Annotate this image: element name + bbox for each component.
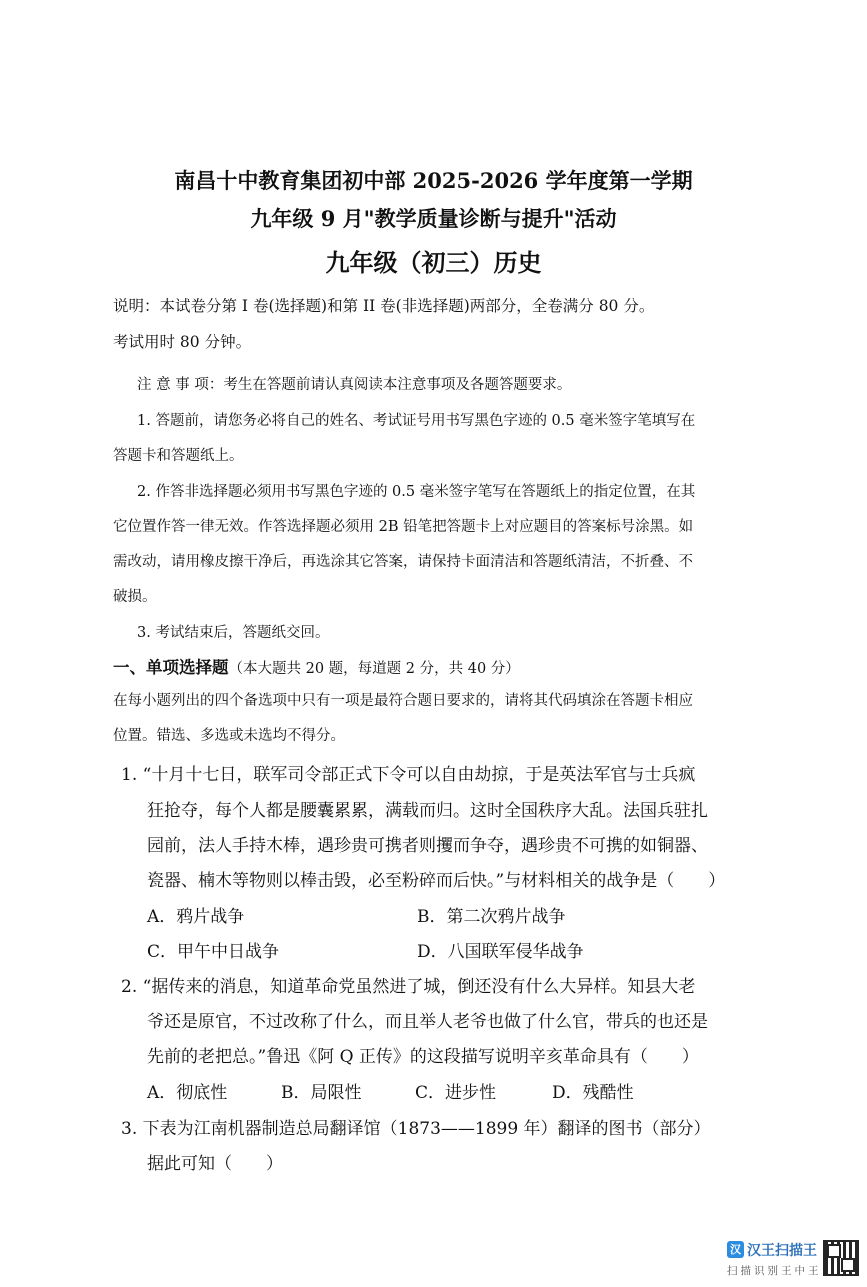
watermark-subtitle: 扫描识别王中王	[727, 1265, 822, 1277]
section-1-desc-line-1: 在每小题列出的四个备选项中只有一项是最符合题日要求的，请将其代码填涂在答题卡相应	[113, 693, 693, 709]
scanner-logo-icon: 汉	[727, 1241, 744, 1258]
watermark-title: 汉王扫描王	[747, 1243, 817, 1259]
q1-line-1: 1. “十月十七日，联军司令部正式下令可以自由劫掠，于是英法军官与士兵疯	[121, 765, 696, 785]
note-2-line-1: 2. 作答非选择题必须用书写黑色字迹的 0.5 毫米签字笔写在答题纸上的指定位置，在其	[137, 484, 696, 500]
q1-option-d: D．八国联军侵华战争	[417, 942, 584, 962]
q1-option-b: B．第二次鸦片战争	[417, 907, 566, 927]
section-1-desc-line-2: 位置。错选、多选或未选均不得分。	[113, 728, 345, 744]
q2-line-1: 2. “据传来的消息，知道革命党虽然进了城，倒还没有什么大异样。知县大老	[121, 977, 696, 997]
note-1-line-2: 答题卡和答题纸上。	[113, 448, 244, 464]
section-1-heading-detail: （本大题共 20 题，每道题 2 分，共 40 分）	[228, 661, 520, 677]
page-title: 九年级（初三）历史	[325, 248, 542, 277]
note-2-line-2: 它位置作答一律无效。作答选择题必须用 2B 铅笔把答题卡上对应题目的答案标号涂黑。如	[113, 519, 694, 535]
header-line-2: 九年级 9 月"教学质量诊断与提升"活动	[250, 206, 617, 231]
qr-code-icon	[823, 1240, 859, 1276]
instructions-line-2: 考试用时 80 分钟。	[113, 333, 252, 351]
header-line-1: 南昌十中教育集团初中部 2025-2026 学年度第一学期	[174, 168, 693, 193]
q3-line-2: 据此可知（ ）	[147, 1154, 283, 1174]
q1-line-2: 狂抢夺，每个人都是腰囊累累，满载而归。这时全国秩序大乱。法国兵驻扎	[147, 801, 708, 821]
q1-line-3: 园前，法人手持木棒，遇珍贵可携者则攫而争夺，遇珍贵不可携的如铜器、	[147, 836, 708, 856]
q2-option-c: C．进步性	[415, 1083, 497, 1103]
note-2-line-4: 破损。	[113, 589, 157, 605]
note-2-line-3: 需改动，请用橡皮擦干净后，再选涂其它答案，请保持卡面清洁和答题纸清洁，不折叠、不	[113, 554, 693, 570]
q1-option-c: C．甲午中日战争	[147, 942, 280, 962]
q1-line-4: 瓷器、楠木等物则以棒击毁，必至粉碎而后快。”与材料相关的战争是（ ）	[147, 871, 726, 891]
q3-line-1: 3. 下表为江南机器制造总局翻译馆（1873——1899 年）翻译的图书（部分）	[121, 1119, 711, 1139]
note-3: 3. 考试结束后，答题纸交回。	[137, 625, 330, 641]
q2-option-a: A．彻底性	[147, 1083, 228, 1103]
notes-heading: 注 意 事 项：考生在答题前请认真阅读本注意事项及各题答题要求。	[137, 377, 572, 393]
q2-line-3: 先前的老把总。”鲁迅《阿 Q 正传》的这段描写说明辛亥革命具有（ ）	[147, 1047, 699, 1067]
q2-line-2: 爷还是原官，不过改称了什么，而且举人老爷也做了什么官，带兵的也还是	[147, 1012, 708, 1032]
instructions-line-1: 说明：本试卷分第 I 卷(选择题)和第 II 卷(非选择题)两部分，全卷满分 80 分。	[113, 297, 655, 315]
q1-option-a: A．鸦片战争	[147, 907, 245, 927]
q2-option-d: D．残酷性	[552, 1083, 634, 1103]
section-1-heading-row	[113, 654, 520, 678]
q2-option-b: B．局限性	[281, 1083, 362, 1103]
section-1-heading: 一、单项选择题	[113, 658, 229, 677]
note-1-line-1: 1. 答题前，请您务必将自己的姓名、考试证号用书写黑色字迹的 0.5 毫米签字笔填写在	[137, 413, 696, 429]
